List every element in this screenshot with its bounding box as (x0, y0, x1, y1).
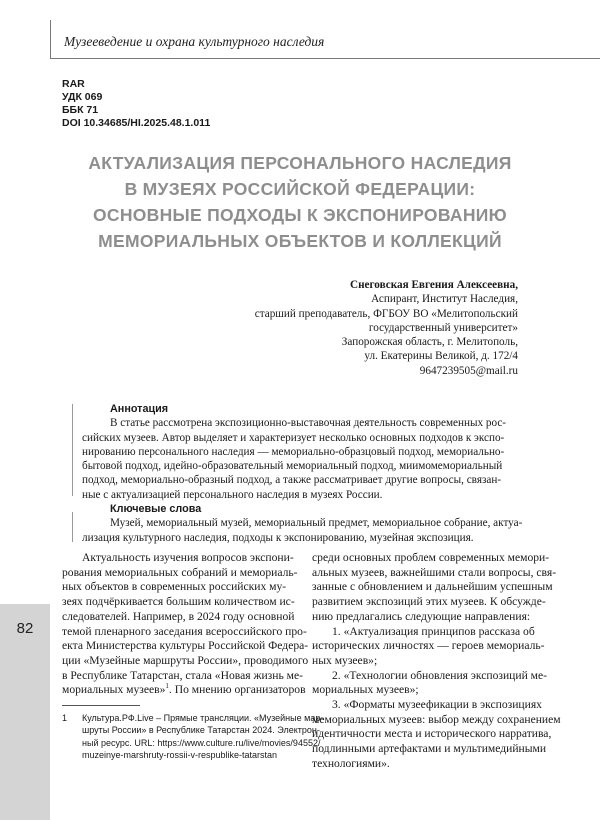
body-line: в Республике Татарстан, стала «Новая жизнь ме- (62, 668, 304, 682)
meta-doi: DOI 10.34685/HI.2025.48.1.011 (62, 117, 211, 129)
body-line: ных объектов в современных российских му- (62, 580, 287, 594)
body-line: мемориальных музеев: выбор между сохранением (312, 712, 561, 726)
body-line: альных музеев, важнейшими стали вопросы, свя- (312, 565, 557, 579)
meta-bbk: ББК 71 (62, 104, 99, 116)
title-line: АКТУАЛИЗАЦИЯ ПЕРСОНАЛЬНОГО НАСЛЕДИЯ (88, 153, 512, 173)
footnote-body (82, 712, 324, 762)
abstract-heading: Аннотация (110, 403, 169, 415)
body-line: развитием экспозиций этих музеев. К обсужде- (312, 595, 546, 609)
footnote-number: 1 (62, 713, 68, 723)
abstract-line: сийских музеев. Автор выделяет и характеризует несколько основных подходов к экспо- (82, 431, 505, 444)
abstract-text (82, 416, 558, 502)
meta-udk: УДК 069 (62, 91, 103, 103)
title-line: ОСНОВНЫЕ ПОДХОДЫ К ЭКСПОНИРОВАНИЮ (92, 205, 508, 225)
title-line: В МУЗЕЯХ РОССИЙСКОЙ ФЕДЕРАЦИИ: (124, 179, 476, 199)
list-item: 2. «Технологии обновления экспозиций ме- (332, 668, 548, 682)
body-line: мориальных музеев»; (312, 683, 419, 697)
body-line: Актуальность изучения вопросов экспони- (82, 551, 294, 564)
list-item: 3. «Форматы музеефикации в экспозициях (332, 698, 542, 712)
page-number: 82 (16, 620, 34, 637)
body-line: идентичности места и исторического нарратива, (312, 727, 552, 741)
body-line: среди основных проблем современных мемори- (312, 551, 550, 564)
body-line-with-footnote (62, 682, 306, 698)
footnote-line: Культура.РФ.Live – Прямые трансляции. «Музейные мар- (82, 713, 324, 723)
body-column-right (312, 551, 561, 772)
body-line: рования мемориальных собраний и мемориаль- (62, 565, 298, 579)
body-line: следователей. Например, в 2024 году основной (62, 609, 295, 623)
author-line: ул. Екатерины Великой, д. 172/4 (364, 350, 518, 363)
header-rule-vertical (50, 20, 51, 59)
body-line: нию предлагались следующие направления: (312, 609, 531, 623)
keywords-line: лизация культурного наследия, подходы к экспонированию, музейная экспозиция. (82, 531, 474, 544)
body-line: ции «Музейные маршруты России», проводимого (62, 653, 309, 667)
body-line: занные с обновлением и дальнейшим успешным (312, 580, 553, 594)
footnote (62, 712, 324, 762)
body-line: ных музеев»; (312, 653, 378, 667)
abstract-line: нированию персонального наследия — мемориально-образцовый подход, мемориально- (82, 445, 505, 458)
body-line: екта Министерства культуры Российской Федера- (62, 639, 309, 653)
author-line: Запорожская область, г. Мелитополь, (341, 336, 518, 349)
body-line: зеях подчёркивается большим количеством ис- (62, 595, 295, 609)
list-item: 1. «Актуализация принципов рассказа об (332, 624, 535, 638)
body-line: подлинными артефактами и мультимедийными (312, 742, 547, 756)
abstract-line: подход, мемориально-образный подход, а также рассматривает другие вопросы, связан- (82, 474, 502, 487)
author-line: государственный университет» (368, 321, 518, 334)
abstract-block (72, 402, 558, 545)
abstract-line: ные с актуализацией персонального наследия в музеях России. (82, 488, 383, 501)
abstract-line: бытовой подход, идейно-образовательный мемориальный подход, миимомемориальный (82, 460, 503, 473)
footnote-line: шруты России» в Республике Татарстан 2024. Электрон- (82, 725, 320, 736)
author-name: Снеговская Евгения Алексеевна, (349, 279, 518, 291)
author-line: Аспирант, Институт Наследия, (371, 293, 518, 306)
running-title: Музееведение и охрана культурного наследия (64, 34, 325, 49)
body-line: . По мнению организаторов (168, 683, 306, 697)
abstract-line: В статье рассмотрена экспозиционно-выставочная деятельность современных рос- (110, 417, 507, 430)
body-line: мориальных музеев» (62, 683, 166, 697)
footnote-url[interactable]: muzeinye-marshruty-rossii-v-respublike-tatarstan (82, 750, 278, 761)
author-block (255, 278, 518, 378)
body-column-left (62, 551, 309, 698)
footnote-url[interactable]: ный ресурс. URL: https://www.culture.ru/live/movies/94552/ (82, 737, 321, 748)
keywords-heading: Ключевые слова (110, 503, 202, 516)
author-email[interactable]: 9647239505@mail.ru (419, 364, 518, 377)
article-meta (62, 78, 210, 130)
footnote-rule (62, 705, 140, 706)
keywords-text (82, 516, 558, 545)
author-line: старший преподаватель, ФГБОУ ВО «Мелитопольский (254, 307, 518, 320)
title-line: МЕМОРИАЛЬНЫХ ОБЪЕКТОВ И КОЛЛЕКЦИЙ (98, 231, 502, 251)
keywords-line: Музей, мемориальный музей, мемориальный предмет, мемориальное собрание, актуа- (110, 517, 523, 530)
body-line: темой пленарного заседания всероссийского про- (62, 624, 307, 638)
body-line: исторических личностях — героев мемориаль- (312, 639, 545, 653)
footnote-marker[interactable]: 1 (165, 682, 169, 691)
header-rule (50, 58, 600, 59)
body-line: технологиями». (312, 756, 390, 770)
meta-rar: RAR (62, 78, 85, 90)
article-title (50, 150, 550, 254)
